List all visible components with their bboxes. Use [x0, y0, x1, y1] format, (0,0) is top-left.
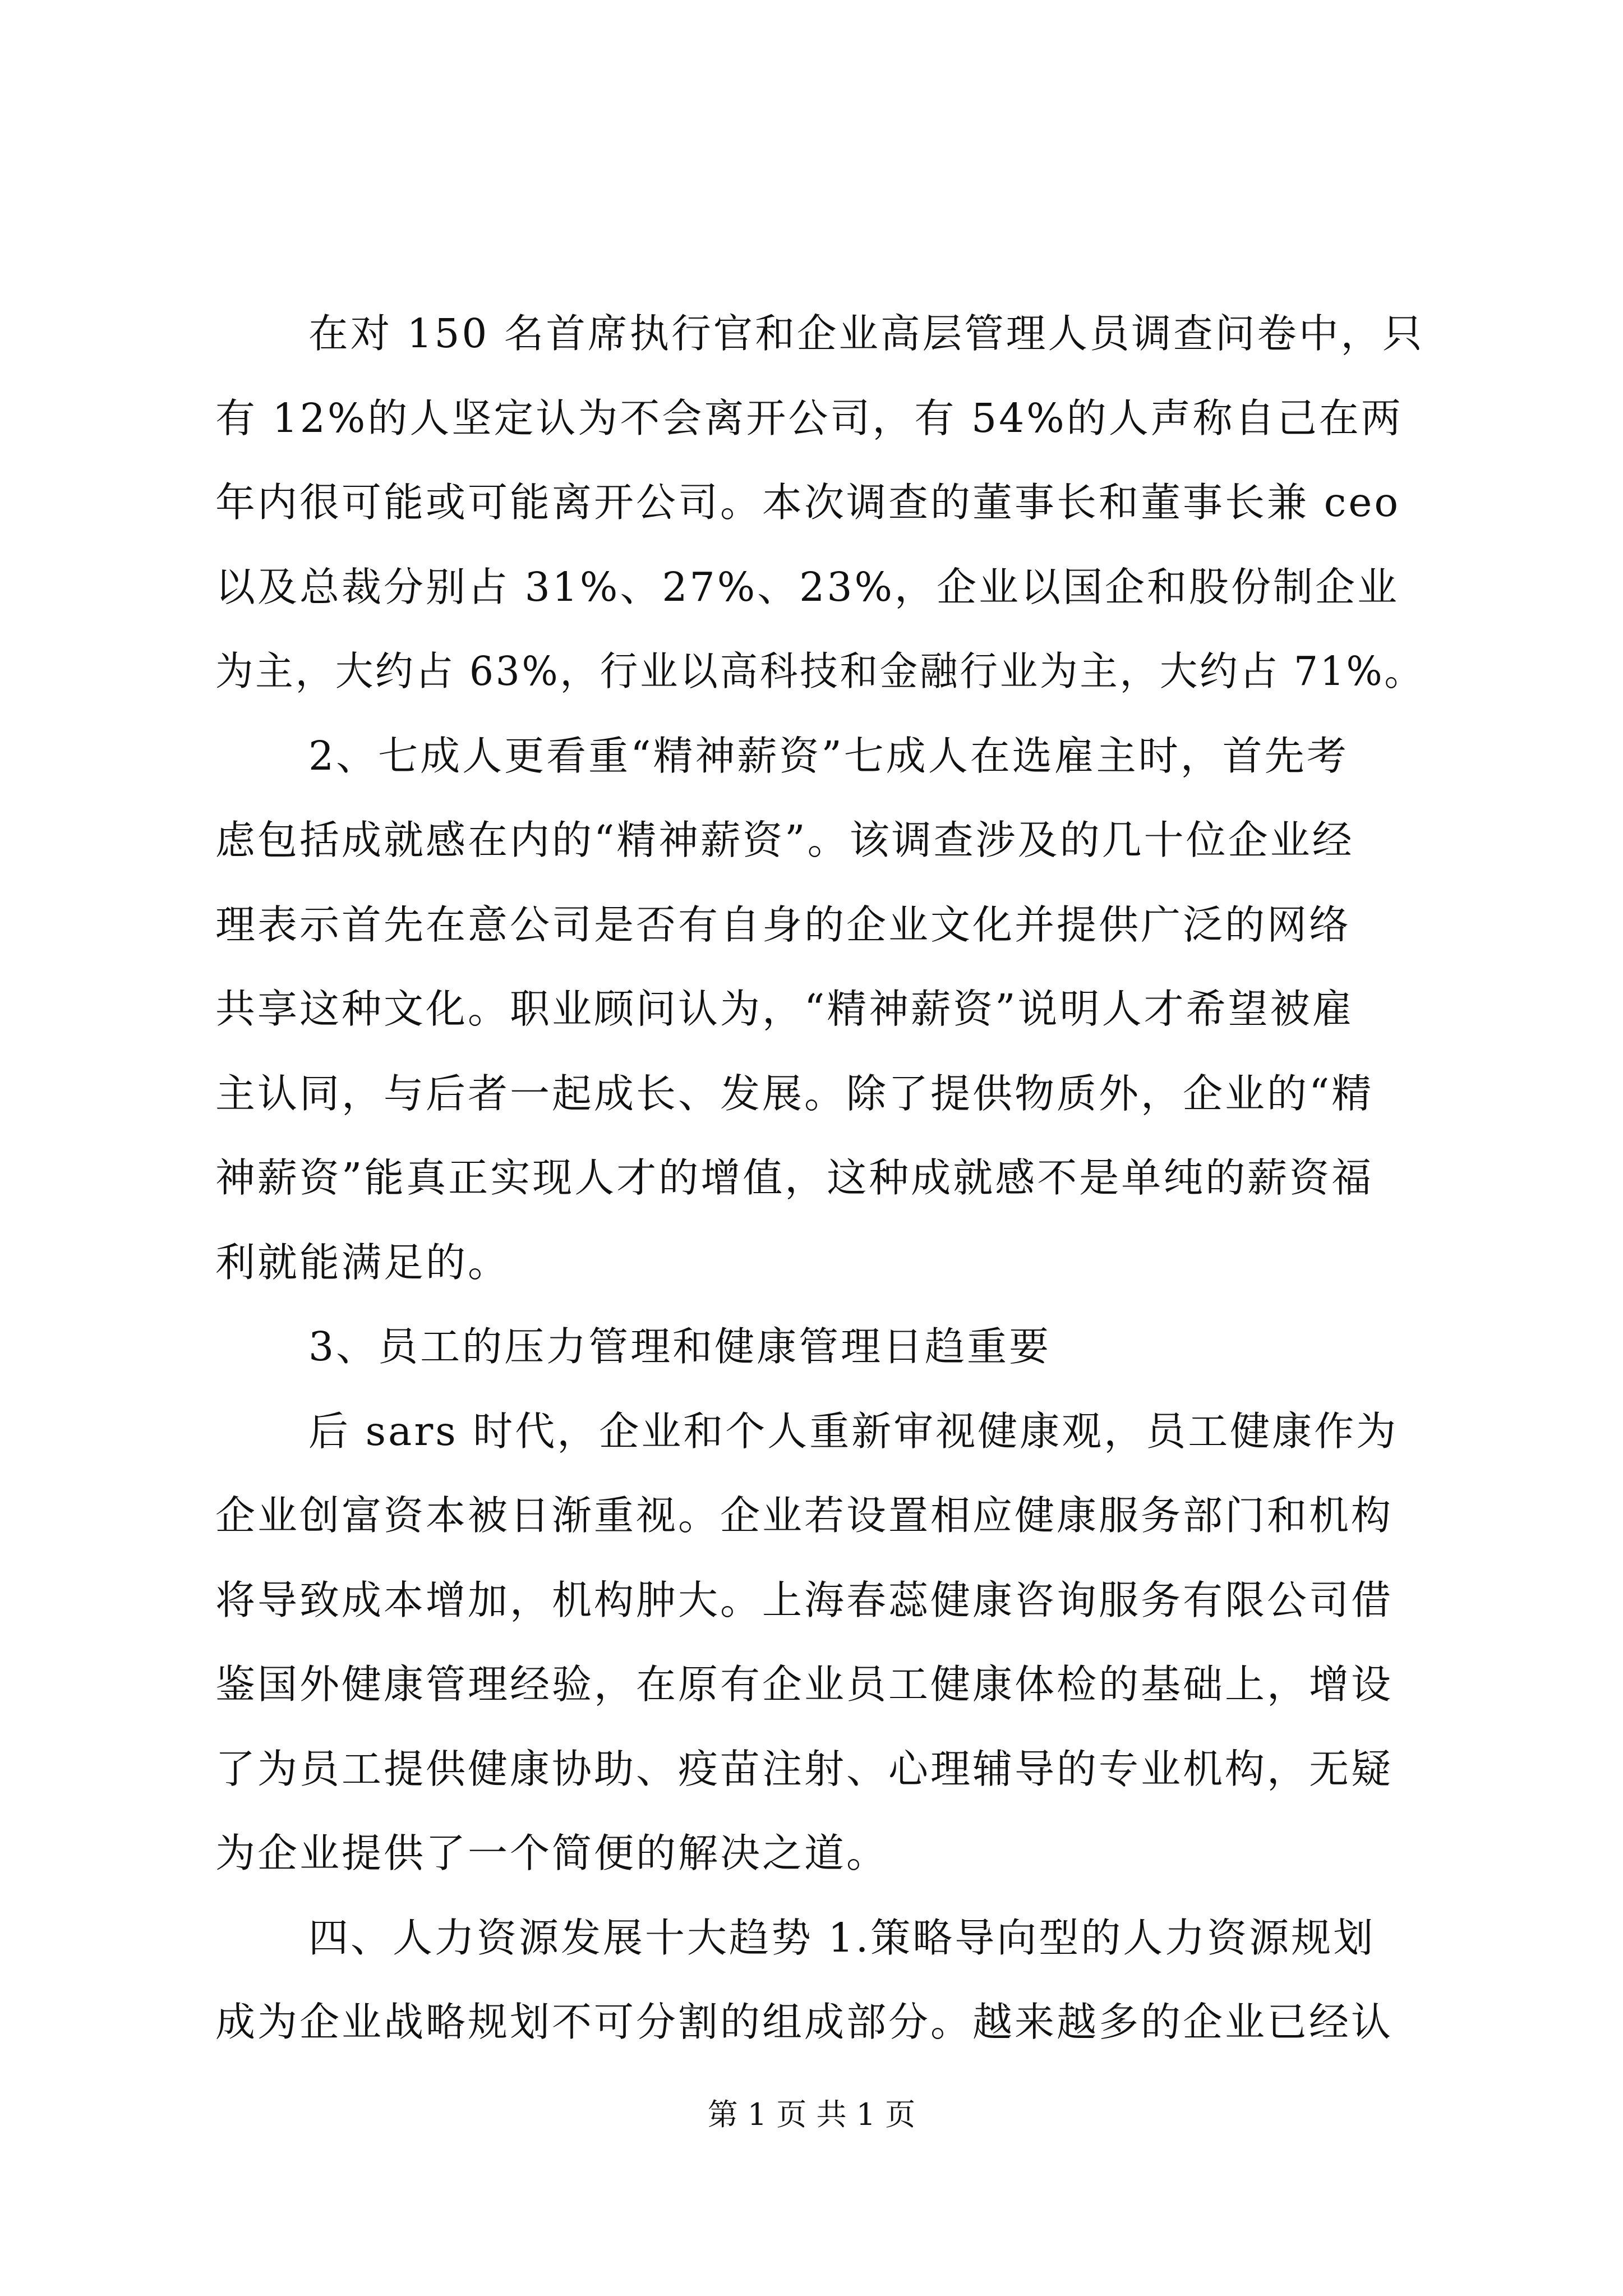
- line-text: 为企业提供了一个简便的解决之道。: [215, 1830, 889, 1876]
- line-text: 2、七成人更看重“精神薪资”七成人在选雇主时，首先考: [308, 733, 1349, 779]
- text-line: [0, 967, 1623, 1051]
- line-text: 3、员工的压力管理和健康管理日趋重要: [308, 1323, 1052, 1370]
- line-text: 虑包括成就感在内的“精神薪资”。该调查涉及的几十位企业经: [215, 817, 1354, 863]
- line-text: 成为企业战略规划不可分割的组成部分。越来越多的企业已经认: [215, 1999, 1394, 2045]
- text-line: [0, 1980, 1623, 2064]
- line-text: 在对 150 名首席执行官和企业高层管理人员调查问卷中，只: [308, 310, 1424, 357]
- line-text: 有 12%的人坚定认为不会离开公司，有 54%的人声称自己在两: [215, 395, 1403, 441]
- text-line: [0, 545, 1623, 629]
- text-line: [0, 1558, 1623, 1642]
- text-line: [0, 1305, 1623, 1389]
- text-line: [0, 1811, 1623, 1895]
- text-line: [0, 1389, 1623, 1474]
- line-text: 企业创富资本被日渐重视。企业若设置相应健康服务部门和机构: [215, 1492, 1394, 1539]
- text-line: [0, 461, 1623, 545]
- line-text: 鉴国外健康管理经验，在原有企业员工健康体检的基础上，增设: [215, 1661, 1394, 1708]
- text-line: [0, 1727, 1623, 1811]
- text-line: [0, 883, 1623, 967]
- text-line: [0, 1474, 1623, 1558]
- text-line: [0, 376, 1623, 461]
- page-number-footer: 第 1 页 共 1 页: [707, 2097, 916, 2132]
- line-text: 神薪资”能真正实现人才的增值，这种成就感不是单纯的薪资福: [215, 1154, 1374, 1201]
- line-text: 了为员工提供健康协助、疫苗注射、心理辅导的专业机构，无疑: [215, 1746, 1394, 1792]
- line-text: 以及总裁分别占 31%、27%、23%，企业以国企和股份制企业: [215, 564, 1399, 610]
- text-line: [0, 292, 1623, 376]
- line-text: 将导致成本增加，机构肿大。上海春蕊健康咨询服务有限公司借: [215, 1577, 1394, 1623]
- line-text: 主认同，与后者一起成长、发展。除了提供物质外，企业的“精: [215, 1070, 1374, 1117]
- line-text: 四、人力资源发展十大趋势 1.策略导向型的人力资源规划: [308, 1915, 1376, 1961]
- line-text: 后 sars 时代，企业和个人重新审视健康观，员工健康作为: [308, 1408, 1399, 1455]
- line-text: 年内很可能或可能离开公司。本次调查的董事长和董事长兼 ceo: [215, 479, 1401, 526]
- text-line: [0, 798, 1623, 882]
- text-line: [0, 1221, 1623, 1305]
- line-text: 理表示首先在意公司是否有自身的企业文化并提供广泛的网络: [215, 901, 1352, 948]
- line-text: 为主，大约占 63%，行业以高科技和金融行业为主，大约占 71%。: [215, 648, 1424, 694]
- text-line: [0, 1642, 1623, 1727]
- text-line: [0, 1052, 1623, 1136]
- text-line: [0, 1136, 1623, 1220]
- text-line: [0, 714, 1623, 798]
- line-text: 共享这种文化。职业顾问认为，“精神薪资”说明人才希望被雇: [215, 986, 1354, 1032]
- line-text: 利就能满足的。: [215, 1239, 510, 1286]
- text-line: [0, 629, 1623, 714]
- text-line: [0, 1896, 1623, 1980]
